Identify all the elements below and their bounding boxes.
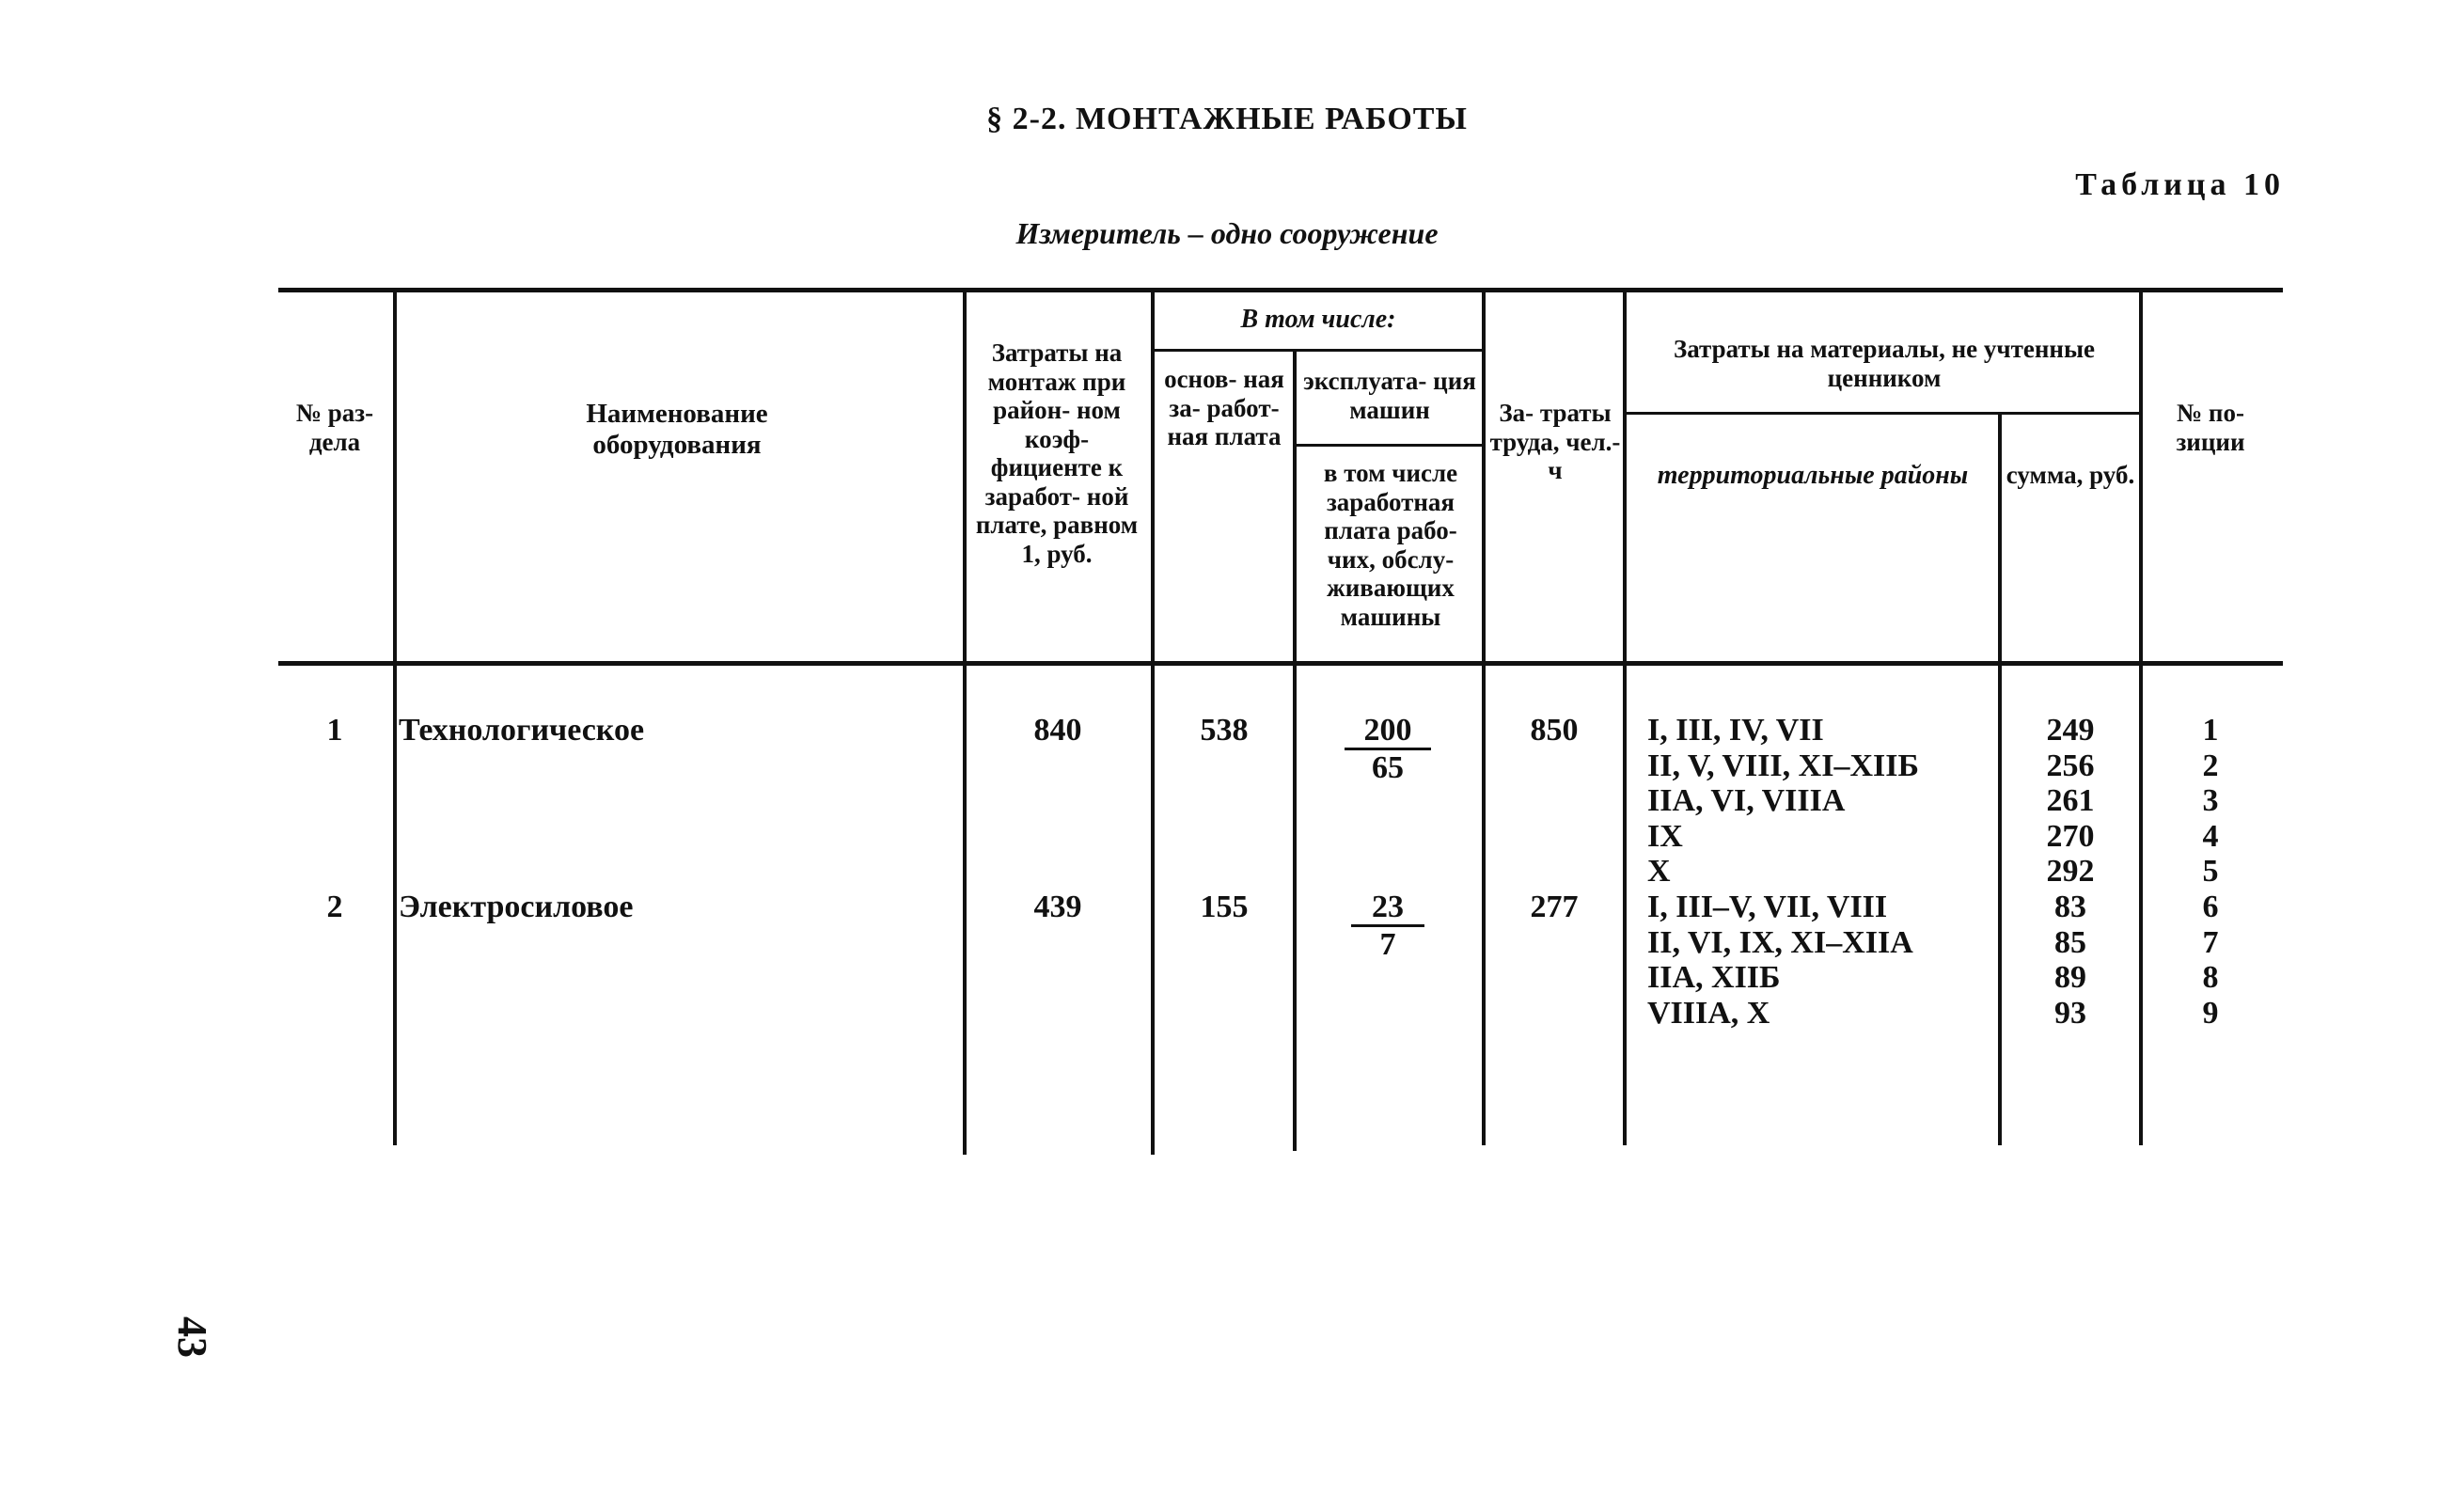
region-item: IIA, XIIБ bbox=[1647, 960, 1781, 995]
position-item: 5 bbox=[2202, 854, 2219, 889]
header-regions bbox=[1630, 461, 1995, 491]
sum-item: 249 bbox=[2046, 713, 2095, 748]
col-divider-5 bbox=[1482, 288, 1486, 1145]
position-item: 3 bbox=[2202, 783, 2219, 818]
including-rule bbox=[1153, 349, 1484, 352]
region-item: IX bbox=[1647, 818, 1683, 854]
section-title: § 2-2. МОНТАЖНЫЕ РАБОТЫ bbox=[986, 102, 1468, 136]
row-install-cost: 840 bbox=[1033, 713, 1082, 748]
sum-item: 89 bbox=[2054, 960, 2086, 995]
col-divider-7 bbox=[1998, 412, 2002, 1145]
materials-rule bbox=[1625, 412, 2141, 415]
row-equipment-name: Электросиловое bbox=[399, 890, 634, 924]
region-item: X bbox=[1647, 854, 1671, 889]
position-item: 7 bbox=[2202, 924, 2219, 960]
position-item: 6 bbox=[2202, 890, 2219, 924]
regions-label: территориальные районы bbox=[1657, 461, 1969, 490]
header-install-cost: Затраты на монтаж при район- ном коэф- фициенте к заработ- ной плате, равном 1, руб. bbox=[975, 339, 1139, 568]
header-bottom-rule bbox=[278, 661, 2283, 666]
sum-item: 270 bbox=[2046, 818, 2095, 854]
machine-operation-value: 23 bbox=[1351, 890, 1424, 927]
col-divider-1 bbox=[393, 288, 397, 1145]
row-install-cost: 439 bbox=[1033, 890, 1082, 924]
position-item: 4 bbox=[2202, 818, 2219, 854]
region-item: II, V, VIII, XI–XIIБ bbox=[1647, 748, 1919, 783]
position-item: 2 bbox=[2202, 748, 2219, 783]
table-label: Таблица 10 bbox=[2075, 167, 2285, 202]
row-base-wage: 155 bbox=[1200, 890, 1249, 924]
machine-rule bbox=[1295, 444, 1484, 447]
region-item: I, III, IV, VII bbox=[1647, 713, 1824, 748]
row-base-wage: 538 bbox=[1200, 713, 1249, 748]
machine-operation-value: 200 bbox=[1345, 713, 1431, 750]
header-materials: Затраты на материалы, не учтенные ценником bbox=[1673, 335, 2096, 392]
page-number: 43 bbox=[169, 1316, 215, 1358]
header-machine-wage: в том числе заработная плата рабо- чих, обслу- живающих машины bbox=[1323, 459, 1458, 631]
table-top-rule bbox=[278, 288, 2283, 292]
sum-item: 261 bbox=[2046, 783, 2095, 818]
col-divider-8 bbox=[2139, 288, 2143, 1145]
including-label: В том числе: bbox=[1240, 305, 1396, 334]
position-item: 8 bbox=[2202, 960, 2219, 995]
position-item: 9 bbox=[2202, 995, 2219, 1031]
row-sums bbox=[2005, 713, 2136, 890]
header-including bbox=[1155, 305, 1482, 335]
position-item: 1 bbox=[2202, 713, 2219, 748]
col-divider-3 bbox=[1151, 288, 1155, 1155]
region-item: VIIIA, X bbox=[1647, 995, 1770, 1031]
sum-item: 256 bbox=[2046, 748, 2095, 783]
sum-item: 93 bbox=[2054, 995, 2086, 1031]
row-positions bbox=[2159, 890, 2262, 1031]
measure-unit: Измеритель – одно сооружение bbox=[1015, 216, 1439, 250]
machine-wage-value: 65 bbox=[1372, 750, 1404, 786]
row-equipment-name: Технологическое bbox=[399, 713, 645, 748]
header-base-wage: основ- ная за- работ- ная плата bbox=[1164, 365, 1284, 450]
machine-wage-value: 7 bbox=[1379, 927, 1396, 963]
col-divider-2 bbox=[963, 288, 967, 1155]
row-machine-fraction bbox=[1345, 713, 1431, 786]
region-item: I, III–V, VII, VIII bbox=[1647, 890, 1888, 924]
sum-item: 83 bbox=[2054, 890, 2086, 924]
header-labor: За- траты труда, чел.-ч bbox=[1489, 399, 1621, 484]
col-divider-6 bbox=[1623, 288, 1627, 1145]
row-section-no: 1 bbox=[326, 713, 343, 748]
row-positions bbox=[2159, 713, 2262, 890]
row-labor: 277 bbox=[1530, 890, 1579, 924]
sum-item: 292 bbox=[2046, 854, 2095, 889]
header-equipment-name: Наименование оборудования bbox=[586, 399, 768, 460]
header-machine-operation: эксплуата- ция машин bbox=[1303, 367, 1476, 424]
row-regions bbox=[1647, 713, 1993, 890]
region-item: IIA, VI, VIIIA bbox=[1647, 783, 1846, 818]
row-section-no: 2 bbox=[326, 890, 343, 924]
row-regions bbox=[1647, 890, 1993, 1031]
region-item: II, VI, IX, XI–XIIA bbox=[1647, 924, 1913, 960]
sum-item: 85 bbox=[2054, 924, 2086, 960]
header-sum: сумма, руб. bbox=[2006, 461, 2135, 489]
col-divider-4 bbox=[1293, 350, 1297, 1151]
row-labor: 850 bbox=[1530, 713, 1579, 748]
header-section-no: № раз- дела bbox=[295, 399, 374, 456]
row-sums bbox=[2005, 890, 2136, 1031]
header-position-no: № по- зиции bbox=[2176, 399, 2245, 456]
row-machine-fraction bbox=[1351, 890, 1424, 963]
